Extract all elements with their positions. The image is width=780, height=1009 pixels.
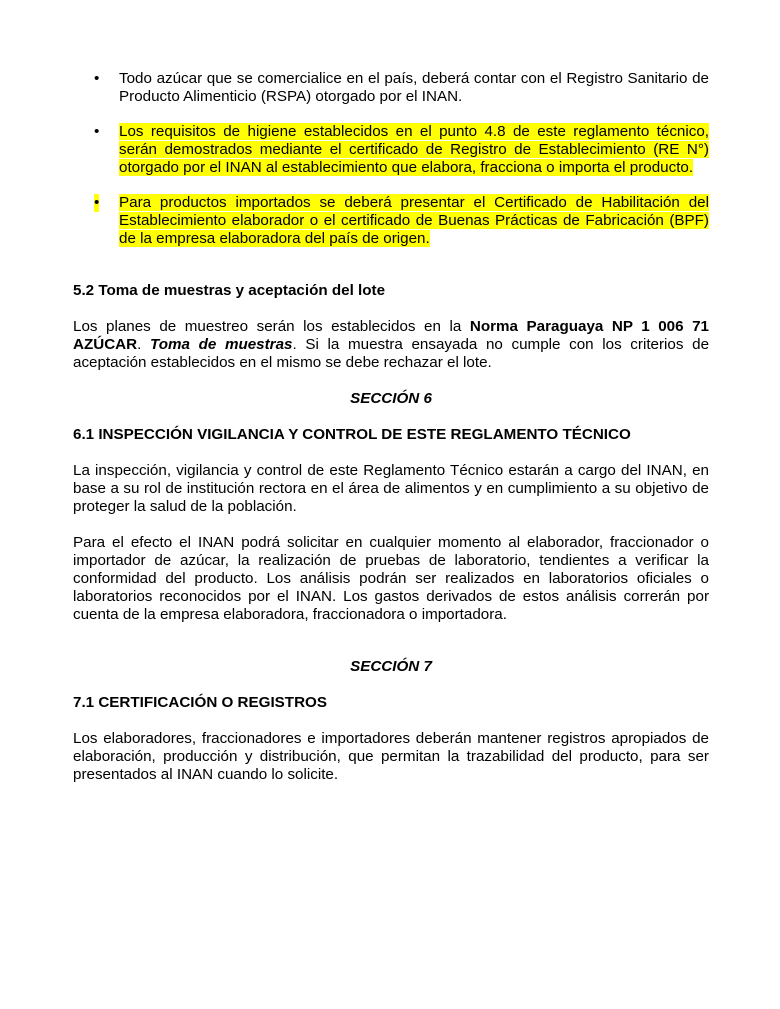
bullet-icon: • [94, 194, 100, 211]
heading-6-1: 6.1 INSPECCIÓN VIGILANCIA Y CONTROL DE ESTE REGLAMENTO TÉCNICO [73, 426, 631, 443]
paragraph-records: Los elaboradores, fraccionadores e importadores deberán mantener registros apropiados de elaboración, producción y distribución, que permitan la trazabilidad del producto, para ser presentados al INAN cuando lo solicite. [73, 730, 709, 783]
list-item [73, 70, 709, 106]
bullet-text-rspa: Todo azúcar que se comercialice en el país, deberá contar con el Registro Sanitario de Producto Alimenticio (RSPA) otorgado por el INAN. [119, 70, 709, 105]
bullet-icon: • [94, 70, 100, 87]
bullet-text-imported-highlighted: Para productos importados se deberá presentar el Certificado de Habilitación del Establecimiento elaborador o el certificado de Buenas Prácticas de Fabricación (BPF) de la empresa elaboradora del país de origen. [119, 194, 709, 247]
list-item [73, 194, 709, 248]
heading-5-2: 5.2 Toma de muestras y aceptación del lote [73, 282, 386, 299]
heading-7-1: 7.1 CERTIFICACIÓN O REGISTROS [73, 694, 327, 711]
section-6-title: SECCIÓN 6 [350, 390, 432, 407]
bullet-icon: • [94, 123, 100, 140]
list-item [73, 123, 709, 177]
section-7-title: SECCIÓN 7 [350, 658, 432, 675]
bullet-text-hygiene-highlighted: Los requisitos de higiene establecidos en el punto 4.8 de este reglamento técnico, serán demostrados mediante el certificado de Registro de Establecimiento (RE N°) otorgado por el INAN al establecimiento que elabora, fracciona o importa el producto. [119, 123, 709, 176]
sampling-text-end: . Si la muestra ensayada no cumple con los criterios de aceptación establecidos en el mismo se debe rechazar el lote. [73, 336, 710, 371]
paragraph-laboratory: Para el efecto el INAN podrá solicitar en cualquier momento al elaborador, fraccionador o importador de azúcar, la realización de pruebas de laboratorio, tendientes a verificar la conformidad del producto. Los análisis podrán ser realizados en laboratorios oficiales o laboratorios reconocidos por el INAN. Los gastos derivados de estos análisis correrán por cuenta de la empresa elaboradora, fraccionadora o importadora. [73, 534, 709, 623]
norm-reference: Norma Paraguaya NP 1 006 71 AZÚCAR [73, 318, 709, 353]
norm-title: Toma de muestras [150, 336, 293, 353]
paragraph-inspection: La inspección, vigilancia y control de este Reglamento Técnico estarán a cargo del INAN, en base a su rol de institución rectora en el área de alimentos y en cumplimiento a su objetivo de proteger la salud de la población. [73, 462, 709, 515]
paragraph-sampling [73, 318, 709, 372]
requirements-list [73, 70, 709, 248]
sampling-separator: . [137, 336, 150, 353]
sampling-text-start: Los planes de muestreo serán los establecidos en la [73, 318, 470, 335]
document-page [73, 70, 709, 784]
